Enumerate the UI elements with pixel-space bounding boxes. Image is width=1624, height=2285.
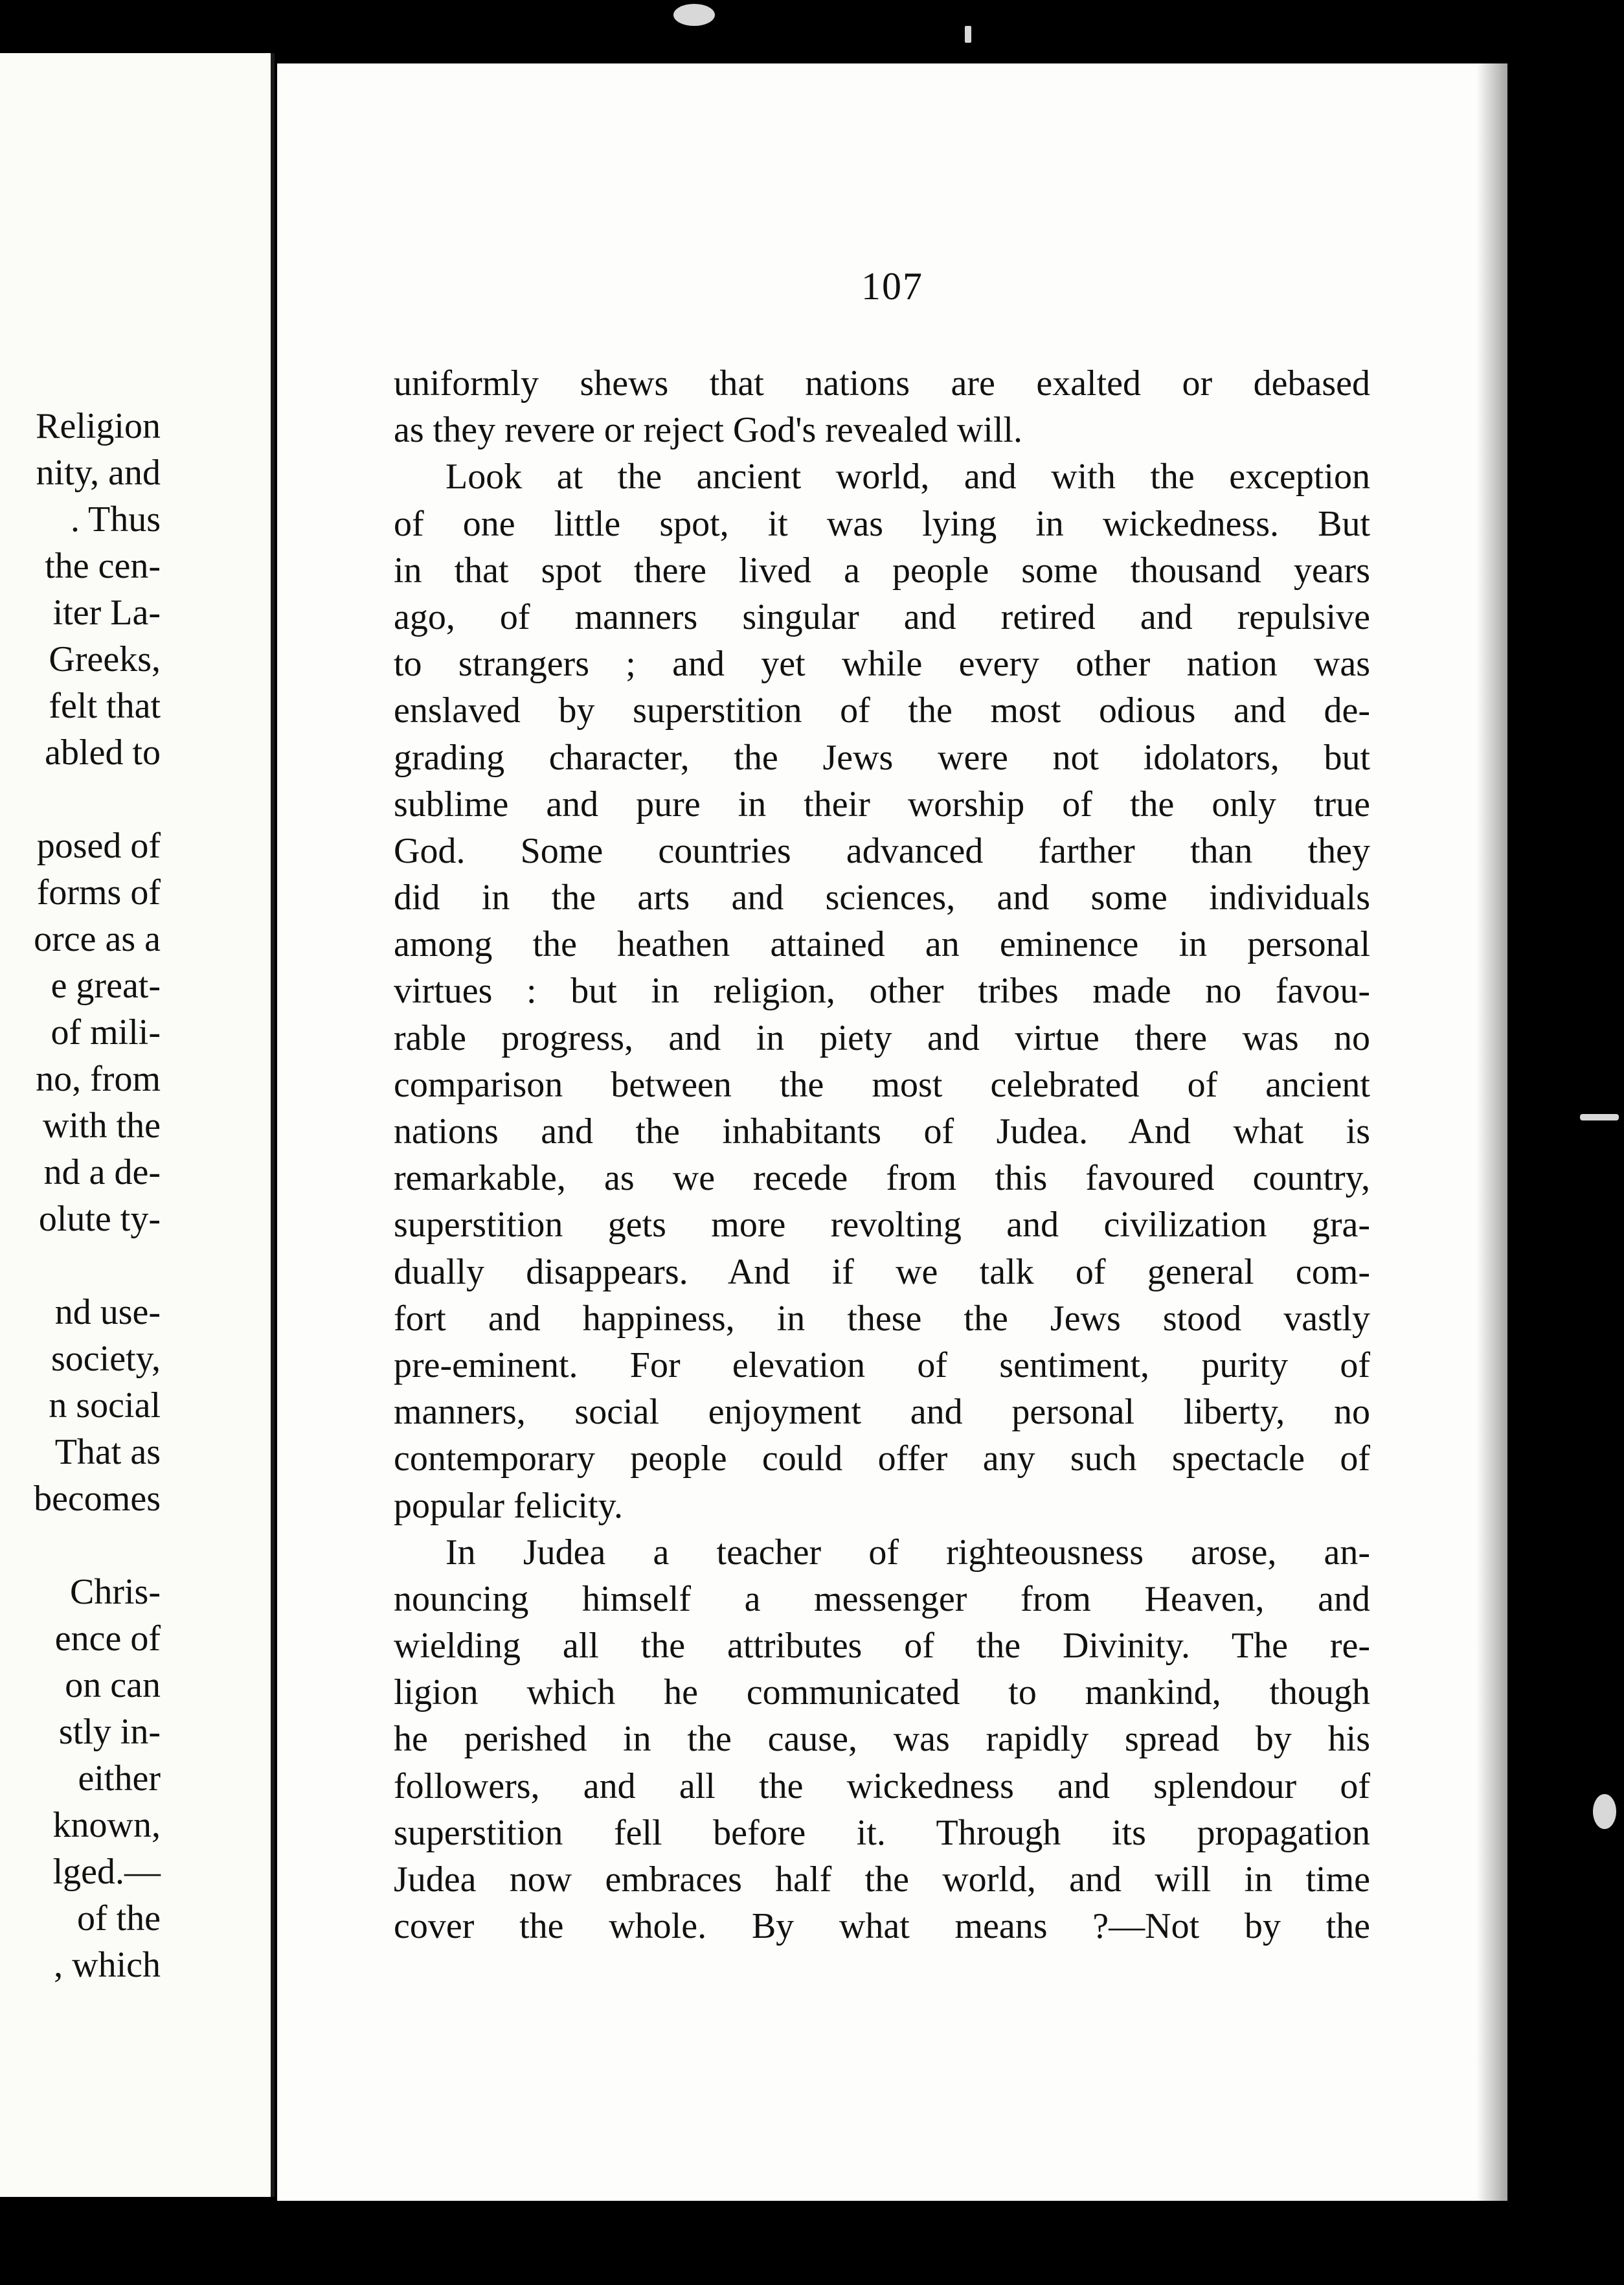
left-line: with the	[43, 1106, 161, 1146]
text-line: he perished in the cause, was rapidly spread by his	[394, 1719, 1370, 1760]
left-line: n social	[49, 1385, 161, 1426]
text-line: fort and happiness, in these the Jews stood vastly	[394, 1298, 1370, 1339]
text-line: virtues : but in religion, other tribes made no favou-	[394, 971, 1370, 1012]
text-line: ligion which he communicated to mankind, though	[394, 1672, 1370, 1713]
text-line: uniformly shews that nations are exalted or debased	[394, 363, 1370, 404]
text-line: remarkable, as we recede from this favoured country,	[394, 1158, 1370, 1199]
text-line: did in the arts and sciences, and some individuals	[394, 878, 1370, 918]
left-line: becomes	[34, 1479, 161, 1519]
left-line: forms of	[36, 872, 161, 913]
left-line: either	[78, 1758, 161, 1799]
left-line: . Thus	[71, 499, 161, 540]
left-line: on can	[65, 1665, 161, 1705]
text-line: nations and the inhabitants of Judea. And what is	[394, 1111, 1370, 1152]
left-line: no, from	[36, 1059, 161, 1099]
left-line: orce as a	[34, 919, 161, 959]
left-line: posed of	[36, 826, 161, 866]
left-line: nd use-	[54, 1292, 161, 1332]
left-line-gap	[0, 1522, 161, 1569]
left-page-text	[0, 403, 161, 1988]
text-line: sublime and pure in their worship of the only true	[394, 784, 1370, 824]
text-line: contemporary people could offer any such spectacle of	[394, 1438, 1370, 1479]
left-line: , which	[54, 1945, 161, 1985]
text-line: grading character, the Jews were not idolators, but	[394, 737, 1370, 778]
scan-speck	[673, 4, 715, 26]
left-line: of mili-	[51, 1012, 161, 1052]
text-line: to strangers ; and yet while every other nation was	[394, 644, 1370, 685]
text-line: rable progress, and in piety and virtue there was no	[394, 1017, 1370, 1058]
text-line: superstition gets more revolting and civilization gra-	[394, 1205, 1370, 1245]
text-line: popular felicity.	[394, 1485, 624, 1526]
left-line: of the	[76, 1898, 161, 1938]
page-edge-shadow	[1476, 63, 1507, 2201]
left-line-gap	[0, 776, 161, 823]
text-line: as they revere or reject God's revealed will.	[394, 410, 1022, 451]
left-line: iter La-	[52, 593, 161, 633]
text-line: pre-eminent. For elevation of sentiment, purity of	[394, 1345, 1370, 1385]
left-line: Chris-	[70, 1572, 161, 1612]
text-line: manners, social enjoyment and personal liberty, no	[394, 1392, 1370, 1433]
left-line: e great-	[51, 966, 161, 1006]
left-line: stly in-	[58, 1712, 161, 1752]
left-line: Greeks,	[49, 639, 161, 679]
left-line: the cen-	[45, 546, 161, 586]
text-line: wielding all the attributes of the Divinity. The re-	[394, 1626, 1370, 1666]
scan-speck	[1593, 1794, 1616, 1829]
text-line: among the heathen attained an eminence in personal	[394, 924, 1370, 965]
text-line: comparison between the most celebrated of ancient	[394, 1064, 1370, 1105]
paragraph-start-line: In Judea a teacher of righteousness arose, an-	[445, 1532, 1370, 1573]
text-line: ago, of manners singular and retired and repulsive	[394, 597, 1370, 637]
right-page	[277, 63, 1507, 2201]
left-line: nity, and	[36, 453, 161, 493]
left-line: abled to	[45, 733, 161, 773]
scan-speck	[965, 26, 971, 43]
text-line: God. Some countries advanced farther than they	[394, 830, 1370, 871]
body-text	[394, 360, 1370, 1950]
left-line: Religion	[36, 406, 161, 446]
text-line: in that spot there lived a people some thousand years	[394, 550, 1370, 591]
left-line: known,	[52, 1805, 161, 1845]
page-number: 107	[861, 265, 923, 308]
left-line: ence of	[54, 1619, 161, 1659]
left-line: nd a de-	[43, 1152, 161, 1192]
left-line: lged.—	[52, 1852, 161, 1892]
left-line: That as	[54, 1432, 161, 1472]
scan-speck	[1580, 1114, 1619, 1120]
text-line: superstition fell before it. Through its propagation	[394, 1812, 1370, 1853]
left-line-gap	[0, 1242, 161, 1289]
left-line: felt that	[49, 686, 161, 726]
text-line: nouncing himself a messenger from Heaven, and	[394, 1578, 1370, 1619]
text-line: Judea now embraces half the world, and will in time	[394, 1859, 1370, 1900]
text-line: enslaved by superstition of the most odious and de-	[394, 690, 1370, 731]
left-line: society,	[51, 1339, 161, 1379]
paragraph-start-line: Look at the ancient world, and with the exception	[445, 457, 1370, 497]
left-line: olute ty-	[38, 1199, 161, 1239]
text-line: dually disappears. And if we talk of general com-	[394, 1251, 1370, 1292]
left-facing-page	[0, 53, 275, 2197]
text-line: of one little spot, it was lying in wickedness. But	[394, 503, 1370, 544]
text-line: cover the whole. By what means ?—Not by the	[394, 1906, 1370, 1947]
text-line: followers, and all the wickedness and splendour of	[394, 1766, 1370, 1806]
